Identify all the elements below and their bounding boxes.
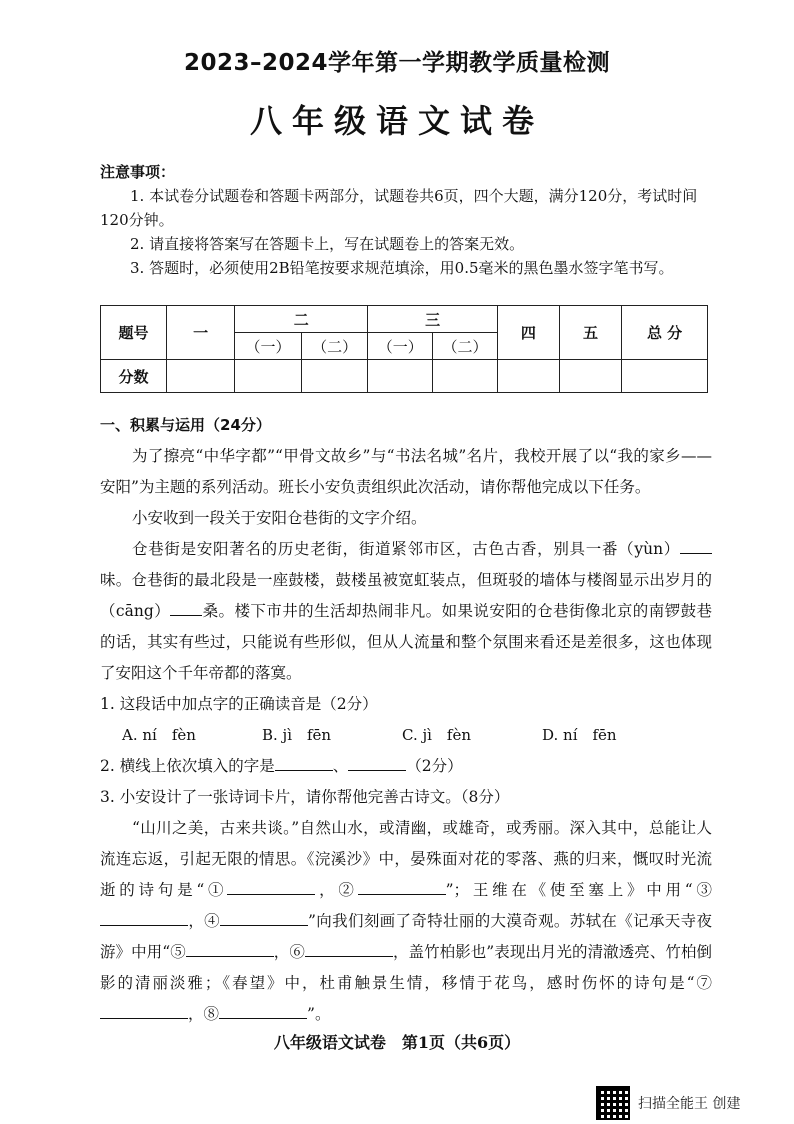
col-header-2: 二: [235, 306, 368, 333]
section-one: [100, 410, 712, 1030]
poem-text: ”。: [307, 1005, 331, 1023]
section-heading: 一、积累与运用（24分）: [100, 416, 271, 434]
instructions-heading: 注意事项：: [100, 163, 176, 181]
question-1: 1. 这段话中加点字的正确读音是（2分）: [100, 695, 378, 713]
exam-period-header: 2023–2024学年第一学期教学质量检测: [183, 50, 611, 76]
blank: [275, 752, 333, 771]
question-2-points: （2分）: [406, 757, 463, 775]
blank: [348, 752, 406, 771]
poem-text: “山川之美，古来共谈。”自然山水，或清幽，或雄奇，或秀丽。深入其中，总能让人流连忘返，引起无限的情思。《浣溪沙》中，晏殊面对花的零落、燕的归来，慨叹时光流逝的诗句是“①: [100, 819, 712, 899]
blank: [100, 907, 188, 926]
blank: [100, 1000, 188, 1019]
question-1-options: [100, 720, 712, 751]
col-header-5: 五: [559, 306, 621, 360]
poem-text: ，④: [188, 912, 221, 930]
col-header-3: 三: [368, 306, 497, 333]
poem-text: ，⑧: [188, 1005, 220, 1023]
score-cell: [301, 360, 368, 393]
col-sub-3-1: （一）: [368, 333, 433, 360]
option-b: B. jì fēn: [262, 726, 332, 744]
col-header-1: 一: [167, 306, 235, 360]
blank: [227, 876, 315, 895]
instructions: [100, 160, 710, 280]
blank: [305, 938, 393, 957]
blank: [680, 535, 712, 554]
score-cell: [433, 360, 498, 393]
score-cell: [368, 360, 433, 393]
poem-text: ”；王维在《使至塞上》中用“③: [445, 881, 712, 899]
passage-lead: 小安收到一段关于安阳仓巷街的文字介绍。: [132, 509, 427, 527]
question-3: 3. 小安设计了一张诗词卡片，请你帮他完善古诗文。（8分）: [100, 788, 510, 806]
score-cell: [497, 360, 559, 393]
poem-text: ，⑥: [273, 943, 305, 961]
col-sub-2-2: （二）: [301, 333, 368, 360]
scanner-label: 扫描全能王 创建: [638, 1096, 741, 1112]
row-label-score: 分数: [101, 360, 167, 393]
poem-card: [100, 813, 712, 1030]
poem-text: ”向我们刻画了奇特壮丽的大漠奇观。苏轼在《记承天寺夜游》中用“⑤: [100, 912, 712, 961]
col-header-4: 四: [497, 306, 559, 360]
poem-text: ，②: [315, 881, 358, 899]
qr-code-icon: [596, 1086, 630, 1120]
page-title: 八年级语文试卷: [249, 102, 544, 140]
blank: [220, 907, 308, 926]
question-2: [100, 751, 712, 782]
score-cell: [167, 360, 235, 393]
score-cell: [622, 360, 708, 393]
passage-text: 仓巷街是安阳著名的历史老街，街道紧邻市区，古色古香，别具一番（yùn）: [132, 540, 680, 558]
option-c: C. jì fèn: [402, 726, 472, 744]
poem-text: ，盖竹柏影也”表现出月光的清澈透亮、竹柏倒影的清丽淡雅；《春望》中，杜甫触景生情，移情于花鸟，感时伤怀的诗句是“⑦: [100, 943, 712, 992]
blank: [170, 597, 202, 616]
blank: [358, 876, 446, 895]
score-cell: [559, 360, 621, 393]
question-2-sep: 、: [332, 757, 349, 775]
question-2-text: 2. 横线上依次填入的字是: [100, 757, 275, 775]
option-a: A. ní fèn: [122, 726, 196, 744]
option-d: D. ní fēn: [542, 726, 617, 744]
passage-text: 桑。楼下市井的生活却热闹非凡。如果说安阳的仓巷街像北京的南锣鼓巷的话，其实有些过，只能说有些形似，但从人流量和整个氛围来看还是差很多，这也体现了安阳这个千年帝都的落寞。: [100, 602, 713, 682]
score-table: [100, 305, 708, 393]
passage: [100, 534, 712, 689]
blank: [186, 938, 274, 957]
col-header-total: 总 分: [622, 306, 708, 360]
col-sub-3-2: （二）: [433, 333, 498, 360]
page-footer: 八年级语文试卷 第1页（共6页）: [273, 1033, 521, 1052]
row-label-number: 题号: [101, 306, 167, 360]
section-intro: 为了擦亮“中华字都”“甲骨文故乡”与“书法名城”名片，我校开展了以“我的家乡——安阳”为主题的系列活动。班长小安负责组织此次活动，请你帮他完成以下任务。: [100, 447, 712, 496]
blank: [219, 1000, 307, 1019]
passage-text: 味。仓巷街的最北段是一座鼓楼，鼓楼虽被宽虹装点，但斑驳的墙体与楼阁显示出岁月的（cāng）: [100, 571, 712, 620]
instruction-item: 2. 请直接将答案写在答题卡上，写在试题卷上的答案无效。: [130, 235, 525, 253]
scanner-watermark: [596, 1086, 740, 1120]
instruction-item: 3. 答题时，必须使用2B铅笔按要求规范填涂，用0.5毫米的黑色墨水签字笔书写。: [130, 259, 674, 277]
col-sub-2-1: （一）: [235, 333, 302, 360]
score-cell: [235, 360, 302, 393]
instruction-item: 1. 本试卷分试题卷和答题卡两部分，试题卷共6页，四个大题，满分120分，考试时间120分钟。: [100, 187, 698, 229]
